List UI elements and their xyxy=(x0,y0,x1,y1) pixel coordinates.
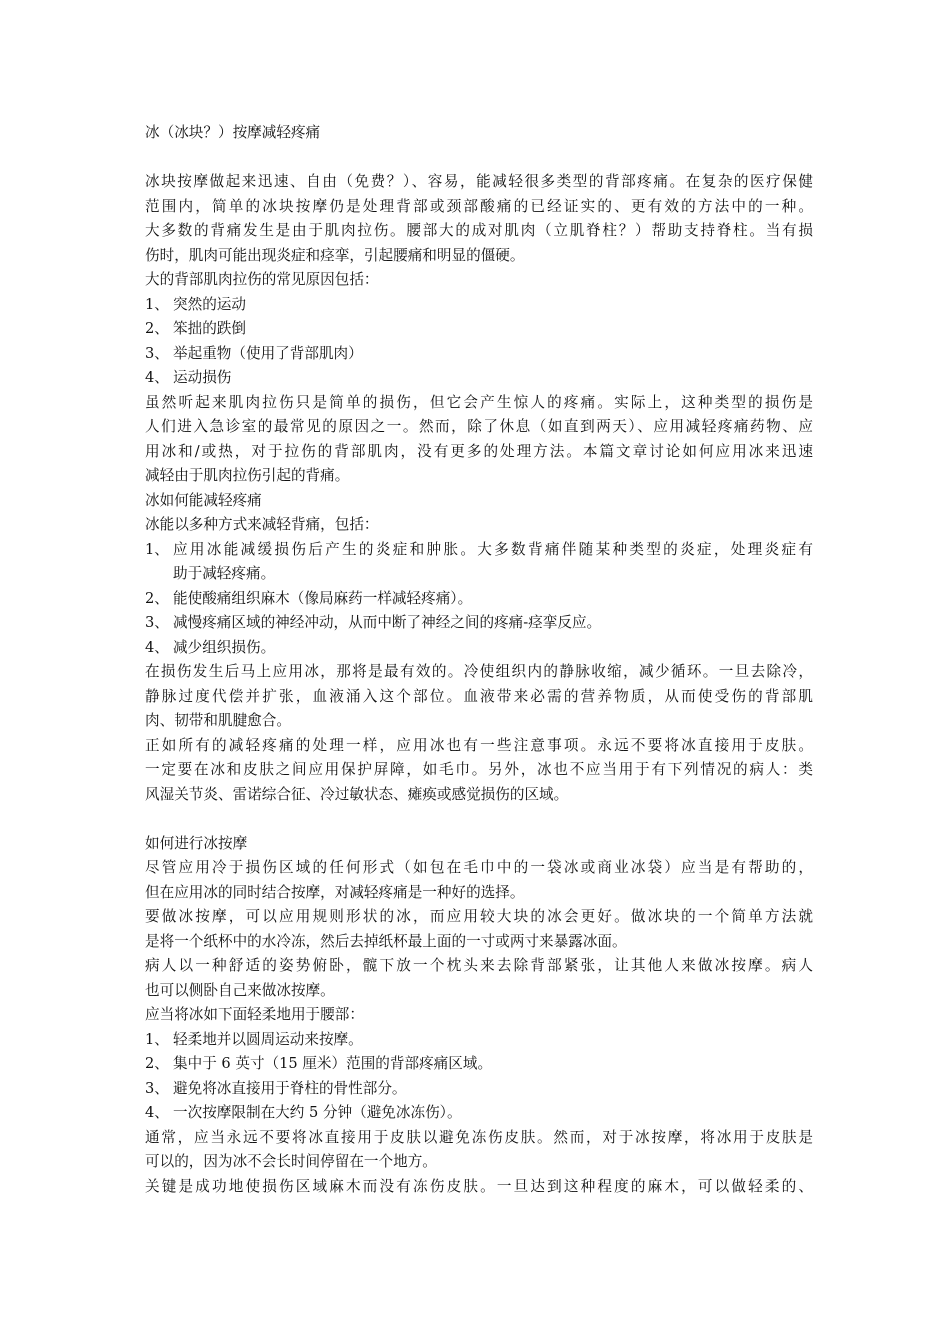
list-item xyxy=(145,1052,813,1077)
list-number: 2、 xyxy=(145,589,169,607)
list-item xyxy=(145,611,813,636)
text-line: 但在应用冰的同时结合按摩，对减轻疼痛是一种好的选择。 xyxy=(145,883,525,901)
list-text: 集中于 6 英寸（15 厘米）范围的背部疼痛区域。 xyxy=(173,1055,493,1072)
list-text: 突然的运动 xyxy=(173,295,246,313)
list-item xyxy=(145,1028,813,1053)
text-line: 也可以侧卧自己来做冰按摩。 xyxy=(145,981,335,999)
text-line: 病人以一种舒适的姿势俯卧，髋下放一个枕头来去除背部紧张，让其他人来做冰按摩。病人 xyxy=(145,957,813,974)
intro-paragraph xyxy=(145,170,813,268)
text-line: 关键是成功地使损伤区域麻木而没有冻伤皮肤。一旦达到这种程度的麻木，可以做轻柔的、 xyxy=(145,1177,813,1195)
blank-line xyxy=(145,807,813,832)
list-item xyxy=(145,342,813,367)
causes-heading: 大的背部肌肉拉伤的常见原因包括： xyxy=(145,271,379,288)
paragraph xyxy=(145,734,813,808)
section-heading: 冰如何能减轻疼痛 xyxy=(145,491,262,509)
list-text: 减慢疼痛区域的神经冲动，从而中断了神经之间的疼痛-痉挛反应。 xyxy=(173,614,602,631)
paragraph xyxy=(145,954,813,1003)
apply-list xyxy=(145,1028,813,1126)
text-line: 尽管应用冷于损伤区域的任何形式（如包在毛巾中的一袋冰或商业冰袋）应当是有帮助的， xyxy=(145,859,813,876)
document-page xyxy=(145,121,813,1199)
list-number: 1、 xyxy=(145,540,169,558)
paragraph xyxy=(145,660,813,734)
list-number: 3、 xyxy=(145,614,169,631)
list-text: 举起重物（使用了背部肌肉） xyxy=(173,344,363,362)
apply-heading: 应当将冰如下面轻柔地用于腰部： xyxy=(145,1006,364,1023)
section-heading: 如何进行冰按摩 xyxy=(145,834,248,852)
list-number: 1、 xyxy=(145,1030,169,1048)
list-item xyxy=(145,366,813,391)
text-line: 风湿关节炎、雷诺综合征、冷过敏状态、瘫痪或感觉损伤的区域。 xyxy=(145,785,569,803)
list-number: 4、 xyxy=(145,638,169,656)
text-line: 是将一个纸杯中的水冷冻，然后去掉纸杯最上面的一寸或两寸来暴露冰面。 xyxy=(145,932,627,950)
text-line: 虽然听起来肌肉拉伤只是简单的损伤，但它会产生惊人的疼痛。实际上，这种类型的损伤是 xyxy=(145,393,813,411)
list-text: 运动损伤 xyxy=(173,369,232,386)
text-line: 冰块按摩做起来迅速、自由（免费？）、容易，能减轻很多类型的背部疼痛。在复杂的医疗保健 xyxy=(145,173,813,190)
paragraph xyxy=(145,856,813,905)
paragraph xyxy=(145,1175,813,1200)
blank-line xyxy=(145,146,813,171)
list-item xyxy=(145,636,813,661)
paragraph xyxy=(145,1126,813,1175)
text-line: 用冰和/或热，对于拉伤的背部肌肉，没有更多的处理方法。本篇文章讨论如何应用冰来迅速 xyxy=(145,442,813,460)
text-line: 一定要在冰和皮肤之间应用保护屏障，如毛巾。另外，冰也不应当用于有下列情况的病人：类 xyxy=(145,761,813,778)
text-line: 可以的，因为冰不会长时间停留在一个地方。 xyxy=(145,1153,437,1170)
list-item xyxy=(145,1077,813,1102)
text-line: 减轻由于肌肉拉伤引起的背痛。 xyxy=(145,467,350,484)
text-line: 应用冰能减缓损伤后产生的炎症和肿胀。大多数背痛伴随某种类型的炎症，处理炎症有 xyxy=(173,540,813,558)
text-line: 要做冰按摩，可以应用规则形状的冰，而应用较大块的冰会更好。做冰块的一个简单方法就 xyxy=(145,908,813,925)
list-item xyxy=(145,317,813,342)
text-line: 静脉过度代偿并扩张，血液涌入这个部位。血液带来必需的营养物质，从而使受伤的背部肌 xyxy=(145,687,813,705)
list-text: 一次按摩限制在大约 5 分钟（避免冰冻伤）。 xyxy=(173,1104,462,1121)
list-text: 避免将冰直接用于脊柱的骨性部分。 xyxy=(173,1079,407,1097)
list-text: 笨拙的跌倒 xyxy=(173,320,246,337)
list-item xyxy=(145,1101,813,1126)
list-text: 轻柔地并以圆周运动来按摩。 xyxy=(173,1030,363,1048)
text-line: 正如所有的减轻疼痛的处理一样，应用冰也有一些注意事项。永远不要将冰直接用于皮肤。 xyxy=(145,736,813,754)
text-line: 人们进入急诊室的最常见的原因之一。然而，除了休息（如直到两天）、应用减轻疼痛药物、应 xyxy=(145,418,813,435)
list-text xyxy=(173,538,813,587)
list-text: 减少组织损伤。 xyxy=(173,638,276,656)
list-number: 2、 xyxy=(145,320,169,337)
text-line: 伤时，肌肉可能出现炎症和痉挛，引起腰痛和明显的僵硬。 xyxy=(145,246,525,264)
paragraph xyxy=(145,905,813,954)
text-line: 助于减轻疼痛。 xyxy=(173,565,276,582)
text-line: 通常，应当永远不要将冰直接用于皮肤以避免冻伤皮肤。然而，对于冰按摩，将冰用于皮肤是 xyxy=(145,1128,813,1146)
how-list xyxy=(145,538,813,661)
text-line: 肉、韧带和肌腱愈合。 xyxy=(145,712,291,729)
list-item xyxy=(145,538,813,587)
list-item xyxy=(145,293,813,318)
paragraph xyxy=(145,391,813,489)
causes-list xyxy=(145,293,813,391)
text-line: 大多数的背痛发生是由于肌肉拉伤。腰部大的成对肌肉（立肌脊柱？）帮助支持脊柱。当有损 xyxy=(145,222,813,239)
list-number: 3、 xyxy=(145,1079,169,1097)
text-line: 范围内，简单的冰块按摩仍是处理背部或颈部酸痛的已经证实的、更有效的方法中的一种。 xyxy=(145,197,813,215)
text-line: 冰能以多种方式来减轻背痛，包括： xyxy=(145,516,379,533)
list-number: 2、 xyxy=(145,1055,169,1072)
list-number: 4、 xyxy=(145,1104,169,1121)
document-title: 冰（冰块？）按摩减轻疼痛 xyxy=(145,124,321,141)
text-line: 在损伤发生后马上应用冰，那将是最有效的。冷使组织内的静脉收缩，减少循环。一旦去除冷， xyxy=(145,663,813,680)
list-number: 4、 xyxy=(145,369,169,386)
list-text: 能使酸痛组织麻木（像局麻药一样减轻疼痛）。 xyxy=(173,589,473,607)
list-number: 1、 xyxy=(145,295,169,313)
list-number: 3、 xyxy=(145,344,169,362)
list-item xyxy=(145,587,813,612)
